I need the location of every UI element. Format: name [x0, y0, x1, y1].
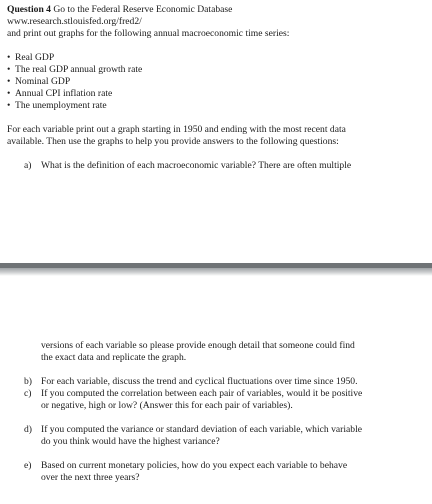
question-c-line-1: If you computed the correlation between each pair of variables, would it be positive: [41, 388, 363, 399]
question-b-line-1: For each variable, discuss the trend and cyclical fluctuations over time since 1950.: [41, 376, 358, 387]
question-a-line-1: What is the definition of each macroeconomic variable? There are often multiple: [41, 160, 352, 171]
question-b-label: b): [24, 376, 32, 387]
question-a-label: a): [24, 160, 32, 171]
print-instruction: and print out graphs for the following annual macroeconomic time series:: [7, 28, 290, 39]
series-item-nominal-gdp: [7, 76, 70, 88]
question-label: Question 4: [7, 4, 51, 15]
bullet-icon: •: [7, 52, 11, 63]
question-e-label: e): [24, 460, 32, 471]
graph-instruction-line-2: available. Then use the graphs to help you provide answers to the following questions:: [7, 136, 339, 147]
question-d-label: d): [24, 424, 32, 435]
fred-url: www.research.stlouisfed.org/fred2/: [7, 16, 142, 27]
bullet-icon: •: [7, 100, 11, 111]
series-label: The real GDP annual growth rate: [15, 64, 143, 75]
question-e-line-2: over the next three years?: [41, 472, 140, 483]
bullet-icon: •: [7, 76, 11, 87]
bullet-icon: •: [7, 64, 11, 75]
series-label: Annual CPI inflation rate: [15, 88, 113, 99]
series-label: The unemployment rate: [15, 100, 107, 111]
question-heading: [7, 4, 232, 16]
question-a-line-3: the exact data and replicate the graph.: [41, 352, 187, 363]
question-e-line-1: Based on current monetary policies, how do you expect each variable to behave: [41, 460, 348, 471]
bullet-icon: •: [7, 88, 11, 99]
series-item-real-gdp: [7, 52, 54, 64]
graph-instruction-line-1: For each variable print out a graph starting in 1950 and ending with the most recent data: [7, 124, 346, 135]
series-label: Real GDP: [15, 52, 55, 63]
question-c-line-2: or negative, high or low? (Answer this for each pair of variables).: [41, 400, 293, 411]
question-c-label: c): [24, 388, 32, 399]
series-item-cpi-inflation: [7, 88, 112, 100]
question-d-line-1: If you computed the variance or standard deviation of each variable, which variable: [41, 424, 362, 435]
page-break-divider: [0, 258, 432, 276]
question-d-line-2: do you think would have the highest variance?: [41, 436, 220, 447]
series-item-real-gdp-growth: [7, 64, 142, 76]
document-page-bottom: [0, 276, 432, 504]
series-item-unemployment: [7, 100, 107, 112]
question-intro: Go to the Federal Reserve Economic Database: [50, 4, 233, 15]
series-label: Nominal GDP: [15, 76, 71, 87]
question-a-line-2: versions of each variable so please provide enough detail that someone could find: [41, 340, 355, 351]
